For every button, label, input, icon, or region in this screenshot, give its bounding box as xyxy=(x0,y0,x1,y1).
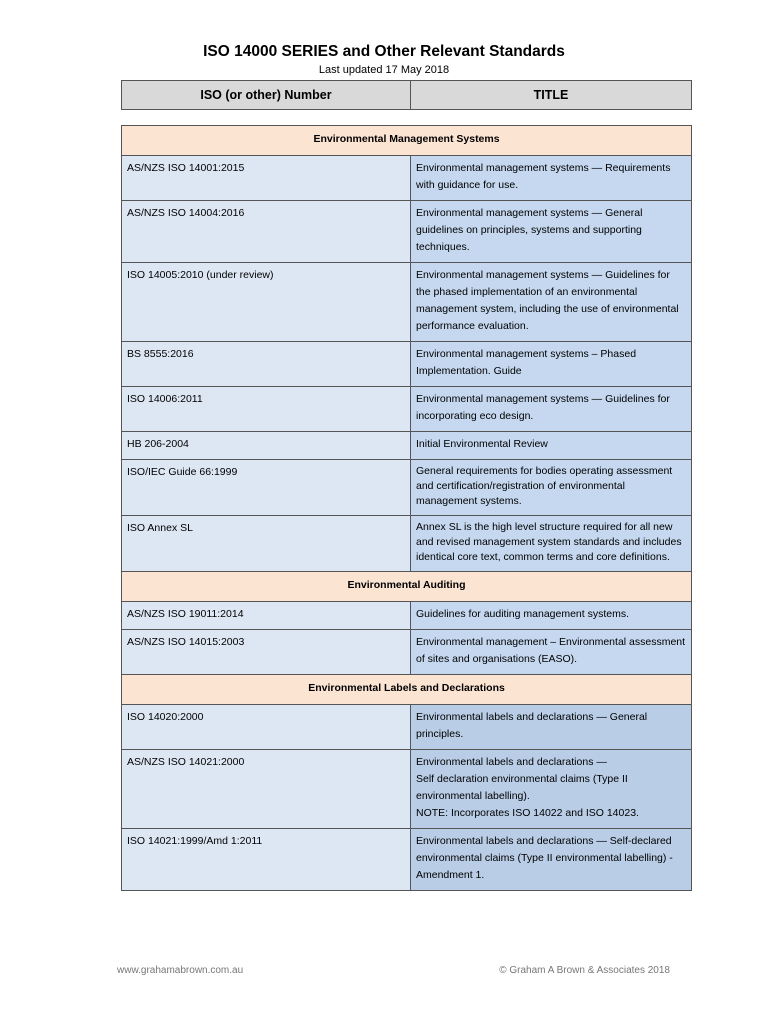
standard-number: ISO 14005:2010 (under review) xyxy=(122,263,411,342)
table-row xyxy=(122,602,692,630)
standard-title: Environmental management systems — Guidelines for the phased implementation of an environmental management system, including the use of environmental performance evaluation. xyxy=(411,263,692,342)
table-row xyxy=(122,630,692,675)
section-heading: Environmental Auditing xyxy=(122,572,692,602)
column-header-row xyxy=(122,81,692,110)
table-row xyxy=(122,263,692,342)
table-row xyxy=(122,432,692,460)
standard-title: Environmental management – Environmental assessment of sites and organisations (EASO). xyxy=(411,630,692,675)
table-row xyxy=(122,829,692,891)
standard-number: ISO 14021:1999/Amd 1:2011 xyxy=(122,829,411,891)
table-row xyxy=(122,460,692,516)
table-row xyxy=(122,342,692,387)
standards-table xyxy=(121,125,692,891)
standard-number: AS/NZS ISO 14015:2003 xyxy=(122,630,411,675)
standard-title: Initial Environmental Review xyxy=(411,432,692,460)
standard-title: General requirements for bodies operating assessment and certification/registration of environmental management systems. xyxy=(411,460,692,516)
standard-title: Environmental management systems — Guidelines for incorporating eco design. xyxy=(411,387,692,432)
section-heading-row xyxy=(122,572,692,602)
standard-title: Guidelines for auditing management systems. xyxy=(411,602,692,630)
standard-number: AS/NZS ISO 14001:2015 xyxy=(122,156,411,201)
column-header-number: ISO (or other) Number xyxy=(122,81,411,110)
table-row xyxy=(122,156,692,201)
title-line: Self declaration environmental claims (Type II environmental labelling). xyxy=(416,773,628,802)
table-row xyxy=(122,516,692,572)
section-heading-row xyxy=(122,126,692,156)
standard-number: ISO 14020:2000 xyxy=(122,705,411,750)
standard-number: ISO 14006:2011 xyxy=(122,387,411,432)
standard-number: AS/NZS ISO 19011:2014 xyxy=(122,602,411,630)
standard-title: Environmental management systems – Phased Implementation. Guide xyxy=(411,342,692,387)
table-row xyxy=(122,387,692,432)
last-updated-date: Last updated 17 May 2018 xyxy=(318,64,450,76)
standard-title: Annex SL is the high level structure required for all new and revised management system standards and includes identical core text, common terms and core definitions. xyxy=(411,516,692,572)
standard-title: Environmental management systems — Requirements with guidance for use. xyxy=(411,156,692,201)
section-heading: Environmental Management Systems xyxy=(122,126,692,156)
page-title: ISO 14000 SERIES and Other Relevant Standards xyxy=(203,43,565,60)
section-heading: Environmental Labels and Declarations xyxy=(122,675,692,705)
table-row xyxy=(122,201,692,263)
standard-number: AS/NZS ISO 14021:2000 xyxy=(122,750,411,829)
title-line: Environmental labels and declarations — xyxy=(416,756,607,768)
footer-website: www.grahamabrown.com.au xyxy=(117,965,244,976)
footer-copyright: © Graham A Brown & Associates 2018 xyxy=(499,965,670,976)
column-header-table xyxy=(121,80,692,110)
standard-title: Environmental labels and declarations — Self-declared environmental claims (Type II environmental labelling) - Amendment 1. xyxy=(411,829,692,891)
table-row xyxy=(122,705,692,750)
standard-number: HB 206-2004 xyxy=(122,432,411,460)
standard-number: BS 8555:2016 xyxy=(122,342,411,387)
standard-number: ISO Annex SL xyxy=(122,516,411,572)
standard-number: ISO/IEC Guide 66:1999 xyxy=(122,460,411,516)
standard-number: AS/NZS ISO 14004:2016 xyxy=(122,201,411,263)
title-note: NOTE: Incorporates ISO 14022 and ISO 14023. xyxy=(416,807,639,819)
table-row xyxy=(122,750,692,829)
standard-title xyxy=(411,750,692,829)
standard-title: Environmental management systems — General guidelines on principles, systems and supporting techniques. xyxy=(411,201,692,263)
section-heading-row xyxy=(122,675,692,705)
standard-title: Environmental labels and declarations — General principles. xyxy=(411,705,692,750)
column-header-title: TITLE xyxy=(411,81,692,110)
